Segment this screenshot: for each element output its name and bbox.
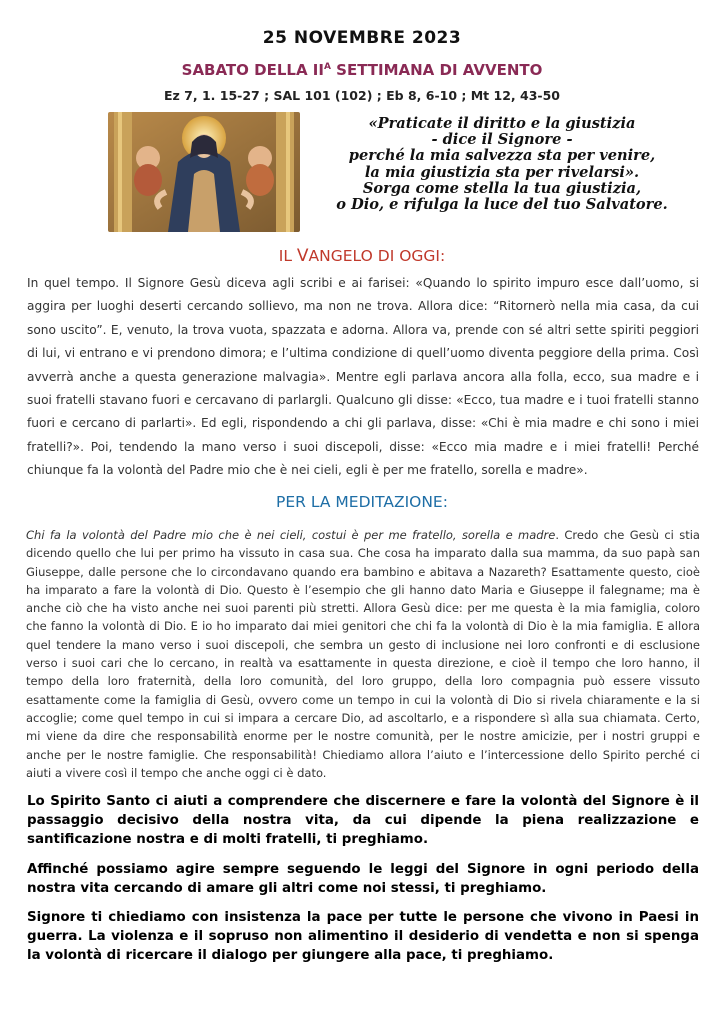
prayer-intention: Affinché possiamo agire sempre seguendo le leggi del Signore in ogni periodo della nostra vita cercando di amare gli altri come noi stessi, ti preghiamo. <box>27 861 699 896</box>
readings-references: Ez 7, 1. 15-27 ; SAL 101 (102) ; Eb 8, 6-10 ; Mt 12, 43-50 <box>164 88 560 103</box>
subtitle-post: SETTIMANA DI AVVENTO <box>330 61 543 79</box>
meditation-quote: Chi fa la volontà del Padre mio che è nei cieli, costui è per me fratello, sorella e madre <box>26 528 556 542</box>
gospel-text: In quel tempo. Il Signore Gesù diceva agli scribi e ai farisei: «Quando lo spirito impuro esce dall’uomo, si aggira per luoghi deserti cercando sollievo, ma non ne trova. Allora dice: “Ritornerò nella mia casa, da cui sono uscito”. E, venuto, la trova vuota, spazzata e adorna. Allora va, prende con sé altri sette spiriti peggiori di lui, vi entrano e vi prendono dimora; e l’ultima condizione di quell’uomo diventa peggiore della prima. Così avverrà anche a questa generazione malvagia». Mentre egli parlava ancora alla folla, ecco, sua madre e i suoi fratelli stavano fuori e cercavano di parlargli. Qualcuno gli disse: «Ecco, tua madre e i tuoi fratelli stanno fuori e cercano di parlarti». Ed egli, rispondendo a chi gli parlava, disse: «Chi è mia madre e chi sono i miei fratelli?». Poi, tendendo la mano verso i suoi discepoli, disse: «Ecco mia madre e i miei fratelli! Perché chiunque fa la volontà del Padre mio che è nei cieli, egli è per me fratello, sorella e madre». <box>27 276 699 478</box>
prayer-intention: Signore ti chiediamo con insistenza la pace per tutte le persone che vivono in Paesi in guerra. La violenza e il sopruso non alimentino il desiderio di vendetta e non si spenga la volontà di ricercare il dialogo per giungere alla pace, ti preghiamo. <box>27 910 699 964</box>
gospel-title-post: ANGELO DI OGGI: <box>308 247 446 265</box>
madonna-painting-image <box>108 112 300 232</box>
gospel-section-title <box>0 246 724 266</box>
liturgical-day-title <box>0 61 724 79</box>
gospel-title-big: V <box>296 246 309 266</box>
subtitle-sup: A <box>323 62 331 72</box>
madonna-painting-illustration <box>108 112 300 232</box>
meditation-text <box>26 526 700 782</box>
subtitle-pre: SABATO DELLA II <box>181 61 324 79</box>
antiphon-line: «Praticate il diritto e la giustizia <box>368 115 636 132</box>
gospel-title-pre: IL <box>278 247 297 265</box>
antiphon-line: o Dio, e rifulga la luce del tuo Salvatore. <box>336 196 668 214</box>
antiphon-line: - dice il Signore - <box>431 131 573 149</box>
antiphon-line: perché la mia salvezza sta per venire, <box>348 147 656 165</box>
antiphon-line: la mia giustizia sta per rivelarsi». <box>364 163 640 181</box>
prayer-intention: Lo Spirito Santo ci aiuti a comprendere che discernere e fare la volontà del Signore è il passaggio decisivo della nostra vita, da cui dipende la piena realizzazione e santificazione nostra e di molti fratelli, ti preghiamo. <box>27 794 699 848</box>
page-date: 25 NOVEMBRE 2023 <box>262 28 462 48</box>
meditation-body: . Credo che Gesù ci stia dicendo quello che lui per primo ha vissuto in casa sua. Che cosa ha imparato dalla sua mamma, da suo papà san Giuseppe, dalle persone che lo circondavano quando era bambino e abitava a Nazareth? Esattamente questo, cioè ha imparato a fare la volontà di Dio. Questo è l’esempio che gli hanno dato Maria e Giuseppe il falegname; ma è anche ciò che ha visto anche nei suoi parenti più stretti. Allora Gesù dice: per me questa è la mia famiglia, coloro che fanno la volontà di Dio. E io ho imparato dai miei genitori che chi fa la volontà di Dio è la mia famiglia. E allora quel tendere la mano verso i suoi discepoli, che sembra un gesto di inclusione nei loro confronti e di esclusione verso i suoi cari che lo cercano, in realtà va esattamente in questa direzione, e cioè il tempo che loro hanno, il tempo della loro fraternità, della loro comunità, del loro gruppo, della loro compagnia può essere vissuto esattamente come la famiglia di Gesù, ovvero come un tempo in cui la volontà di Dio si rivela chiaramente e la si accoglie; come quel tempo in cui si impara a cercare Dio, ad ascoltarlo, e a rispondere sì alla sua chiamata. Certo, mi viene da dire che responsabilità enorme per le nostre comunità, per le nostre amicizie, per i nostri gruppi e anche per le nostre famiglie. Che responsabilità! Chiediamo allora l’aiuto e l’intercessione dello Spirito perché ci aiuti a vivere così il tempo che anche oggi ci è dato. <box>26 528 700 780</box>
meditation-section-title: PER LA MEDITAZIONE: <box>276 493 448 511</box>
antiphon-line: Sorga come stella la tua giustizia, <box>362 179 642 197</box>
antiphon-text <box>302 116 702 213</box>
prayers-list <box>27 792 699 976</box>
